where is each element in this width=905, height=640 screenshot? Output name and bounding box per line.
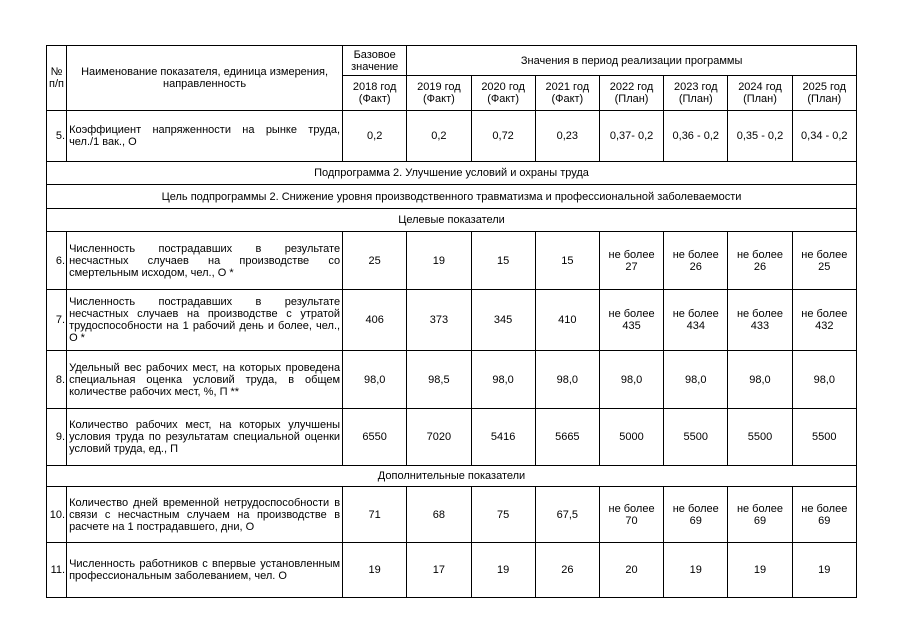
table-row (47, 543, 857, 598)
value-cell: 98,0 (535, 351, 599, 409)
header-num: № п/п (47, 46, 67, 111)
value-cell: 5500 (728, 409, 792, 466)
value-cell: 0,2 (343, 111, 407, 162)
value-cell: 71 (343, 487, 407, 543)
header-name: Наименование показателя, единица измерения, направленность (67, 46, 343, 111)
table-row (47, 111, 857, 162)
value-cell: 20 (599, 543, 663, 598)
additional-indicators-heading: Дополнительные показатели (47, 466, 857, 487)
value-cell: 0,37- 0,2 (599, 111, 663, 162)
value-cell: не более 26 (664, 232, 728, 290)
value-cell: не более 27 (599, 232, 663, 290)
indicator-name: Численность работников с впервые установленным профессиональным заболеванием, чел. О (67, 543, 343, 598)
value-cell: 19 (407, 232, 471, 290)
value-cell: 98,0 (664, 351, 728, 409)
table-row (47, 351, 857, 409)
value-cell: 68 (407, 487, 471, 543)
header-year-2023: 2023 год (План) (664, 76, 728, 111)
value-cell: 67,5 (535, 487, 599, 543)
value-cell: не более 434 (664, 290, 728, 351)
header-year-2021: 2021 год (Факт) (535, 76, 599, 111)
value-cell: не более 70 (599, 487, 663, 543)
indicator-name: Удельный вес рабочих мест, на которых проведена специальная оценка условий труда, в общем количестве рабочих мест, %, П ** (67, 351, 343, 409)
indicator-name: Численность пострадавших в результате несчастных случаев на производстве с утратой трудоспособности на 1 рабочий день и более, чел., О * (67, 290, 343, 351)
header-year-2018: 2018 год (Факт) (343, 76, 407, 111)
value-cell: 19 (728, 543, 792, 598)
value-cell: не более 69 (792, 487, 856, 543)
target-indicators-heading: Целевые показатели (47, 209, 857, 232)
value-cell: 26 (535, 543, 599, 598)
indicator-name: Количество рабочих мест, на которых улучшены условия труда по результатам специальной оценки условий труда, ед., П (67, 409, 343, 466)
value-cell: 0,36 - 0,2 (664, 111, 728, 162)
row-number: 10. (47, 487, 67, 543)
value-cell: не более 69 (728, 487, 792, 543)
value-cell: 6550 (343, 409, 407, 466)
value-cell: 5500 (664, 409, 728, 466)
value-cell: не более 26 (728, 232, 792, 290)
value-cell: 0,2 (407, 111, 471, 162)
value-cell: 5665 (535, 409, 599, 466)
row-number: 5. (47, 111, 67, 162)
row-number: 9. (47, 409, 67, 466)
value-cell: 410 (535, 290, 599, 351)
value-cell: не более 69 (664, 487, 728, 543)
value-cell: 25 (343, 232, 407, 290)
value-cell: 5416 (471, 409, 535, 466)
value-cell: 98,5 (407, 351, 471, 409)
subprogram-heading: Подпрограмма 2. Улучшение условий и охраны труда (47, 162, 857, 185)
value-cell: 15 (535, 232, 599, 290)
value-cell: 19 (471, 543, 535, 598)
value-cell: 0,34 - 0,2 (792, 111, 856, 162)
value-cell: 7020 (407, 409, 471, 466)
value-cell: 345 (471, 290, 535, 351)
value-cell: 0,72 (471, 111, 535, 162)
row-number: 6. (47, 232, 67, 290)
value-cell: не более 432 (792, 290, 856, 351)
value-cell: 19 (343, 543, 407, 598)
value-cell: не более 25 (792, 232, 856, 290)
header-base: Базовое значение (343, 46, 407, 76)
header-year-2025: 2025 год (План) (792, 76, 856, 111)
row-number: 11. (47, 543, 67, 598)
table-row (47, 232, 857, 290)
indicator-name: Коэффициент напряженности на рынке труда, чел./1 вак., О (67, 111, 343, 162)
value-cell: 98,0 (471, 351, 535, 409)
value-cell: 19 (664, 543, 728, 598)
goal-heading: Цель подпрограммы 2. Снижение уровня производственного травматизма и профессиональной заболеваемости (47, 185, 857, 209)
value-cell: 0,35 - 0,2 (728, 111, 792, 162)
header-year-2022: 2022 год (План) (599, 76, 663, 111)
value-cell: 0,23 (535, 111, 599, 162)
value-cell: 98,0 (343, 351, 407, 409)
row-number: 7. (47, 290, 67, 351)
value-cell: 5500 (792, 409, 856, 466)
value-cell: не более 433 (728, 290, 792, 351)
table-row (47, 290, 857, 351)
indicator-name: Численность пострадавших в результате несчастных случаев на производстве со смертельным исходом, чел., О * (67, 232, 343, 290)
value-cell: 373 (407, 290, 471, 351)
table-row (47, 487, 857, 543)
value-cell: 17 (407, 543, 471, 598)
value-cell: 406 (343, 290, 407, 351)
indicators-table (46, 45, 857, 598)
value-cell: 98,0 (728, 351, 792, 409)
value-cell: 98,0 (599, 351, 663, 409)
value-cell: 75 (471, 487, 535, 543)
value-cell: 5000 (599, 409, 663, 466)
header-year-2019: 2019 год (Факт) (407, 76, 471, 111)
value-cell: не более 435 (599, 290, 663, 351)
row-number: 8. (47, 351, 67, 409)
header-period: Значения в период реализации программы (407, 46, 857, 76)
value-cell: 15 (471, 232, 535, 290)
header-year-2020: 2020 год (Факт) (471, 76, 535, 111)
indicator-name: Количество дней временной нетрудоспособности в связи с несчастным случаем на производстве в расчете на 1 пострадавшего, дни, О (67, 487, 343, 543)
value-cell: 98,0 (792, 351, 856, 409)
header-year-2024: 2024 год (План) (728, 76, 792, 111)
table-row (47, 409, 857, 466)
value-cell: 19 (792, 543, 856, 598)
